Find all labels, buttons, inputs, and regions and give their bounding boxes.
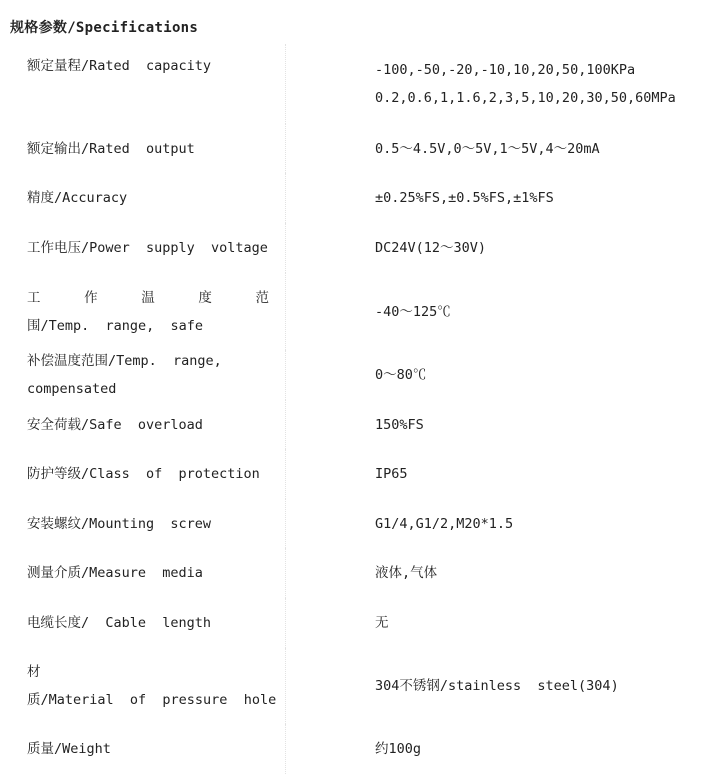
table-row (10, 350, 710, 400)
table-row (10, 273, 710, 350)
spec-value: -100,-50,-20,-10,10,20,50,100KPa 0.2,0.6,1,1.6,2,3,5,10,20,30,50,60MPa (375, 62, 676, 106)
spec-value: G1/4,G1/2,M20*1.5 (375, 515, 514, 532)
spec-value: DC24V(12～30V) (375, 240, 487, 256)
spec-value: 0～80℃ (375, 367, 427, 383)
spec-value: 无 (375, 615, 389, 631)
table-row (10, 648, 710, 724)
table-row (10, 400, 710, 449)
table-row (10, 598, 710, 648)
spec-label: 安装螺纹/Mounting screw (10, 499, 286, 548)
spec-label: 补偿温度范围/Temp. range, compensated (10, 350, 286, 400)
table-row (10, 724, 710, 774)
table-row (10, 223, 710, 273)
spec-label: 测量介质/Measure media (10, 548, 286, 598)
table-row (10, 499, 710, 548)
spec-label: 安全荷载/Safe overload (10, 400, 286, 449)
spec-value: 约100g (375, 741, 422, 757)
spec-label: 质量/Weight (10, 724, 286, 774)
specifications-heading: 规格参数/Specifications (10, 20, 199, 36)
spec-label: 防护等级/Class of protection (10, 449, 286, 499)
table-row (10, 449, 710, 499)
spec-label: 精度/Accuracy (10, 173, 286, 223)
spec-label: 电缆长度/ Cable length (10, 598, 286, 648)
spec-label: 额定量程/Rated capacity (10, 44, 286, 124)
table-row (10, 548, 710, 598)
spec-value: 液体,气体 (375, 565, 438, 581)
spec-label: 工作电压/Power supply voltage (10, 223, 286, 273)
spec-value: 304不锈钢/stainless steel(304) (375, 678, 619, 694)
spec-value: IP65 (375, 466, 408, 482)
spec-label: 工 作 温 度 范 围/Temp. range, safe (10, 273, 286, 350)
spec-label: 材 质/Material of pressure hole (10, 648, 286, 724)
spec-value: 0.5～4.5V,0～5V,1～5V,4～20mA (375, 140, 600, 157)
spec-value: 150%FS (375, 416, 424, 433)
table-row (10, 124, 710, 173)
spec-value: ±0.25%FS,±0.5%FS,±1%FS (375, 190, 554, 206)
specifications-table (10, 44, 710, 774)
spec-label: 额定输出/Rated output (10, 124, 286, 173)
table-row (10, 173, 710, 223)
table-row (10, 44, 710, 124)
spec-value: -40～125℃ (375, 303, 451, 320)
